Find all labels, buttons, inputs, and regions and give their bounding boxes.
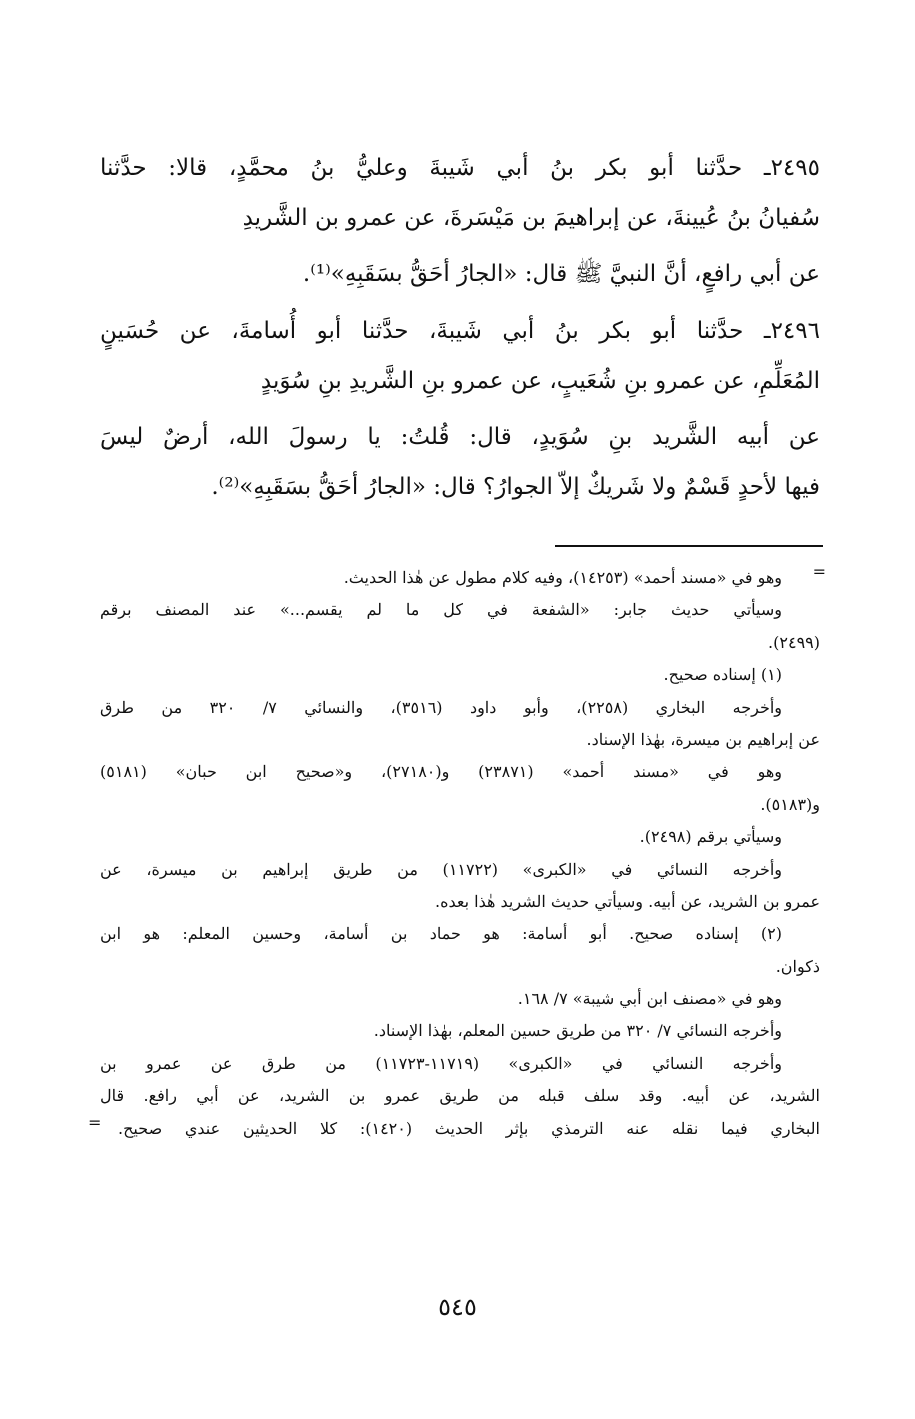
footnote-divider <box>555 545 823 547</box>
isnad-line: ٢٤٩٦ـ حدَّثنا أبو بكر بنُ أبي شَيبةَ، حدَّثنا أبو أُسامةَ، عن حُسَينٍ <box>100 318 820 344</box>
footnote-line: الشريد، عن أبيه. وقد سلف قبله من طريق عمرو بن الشريد، عن أبي رافع. قال <box>100 1086 820 1106</box>
footnote-line: وأخرجه النسائي في «الكبرى» (١١٧٢٢) من طريق إبراهيم بن ميسرة، عن <box>100 859 783 879</box>
matn-line: فيها لأحدٍ قَسْمٌ ولا شَريكٌ إلاّ الجوارُ؟ قال: «الجارُ أحَقُّ بسَقَبِهِ»⁽²⁾. <box>211 474 820 500</box>
isnad-line: سُفيانُ بنُ عُيينةَ، عن إبراهيمَ بن مَيْسَرةَ، عن عمرو بن الشَّريدِ <box>242 205 820 231</box>
matn-line: عن أبي رافعٍ، أنَّ النبيَّ ﷺ قال: «الجارُ أحَقُّ بسَقَبِهِ»⁽¹⁾. <box>302 261 820 287</box>
continuation-mark-end: = <box>88 1113 102 1132</box>
matn-line: عن أبيه الشَّريد بنِ سُوَيدٍ، قال: قُلتُ: يا رسولَ الله، أرضٌ ليسَ <box>100 424 820 450</box>
footnote-line: ذكوان. <box>775 956 820 976</box>
page-number: ٥٤٥ <box>438 1293 477 1321</box>
footnote-line: وأخرجه النسائي ٧/ ٣٢٠ من طريق حسين المعلم، بهٰذا الإسناد. <box>373 1021 782 1041</box>
footnote-line: وأخرجه النسائي في «الكبرى» (١١٧١٩-١١٧٢٣) من طرق عن عمرو بن <box>100 1053 782 1073</box>
footnote-line: وهو في «مسند أحمد» (٢٣٨٧١) و(٢٧١٨٠)، و«صحيح ابن حبان» (٥١٨١) <box>100 762 783 782</box>
isnad-line: ٢٤٩٥ـ حدَّثنا أبو بكر بنُ أبي شَيبةَ وعليُّ بنُ محمَّدٍ، قالا: حدَّثنا <box>100 155 820 181</box>
footnote-line: (٢) إسناده صحيح. أبو أسامة: هو حماد بن أسامة، وحسين المعلم: هو ابن <box>100 924 782 944</box>
continuation-mark-start: = <box>812 562 826 581</box>
footnote-line: وسيأتي برقم (٢٤٩٨). <box>639 827 782 847</box>
footnote-line: وسيأتي حديث جابر: «الشفعة في كل ما لم يقسم...» عند المصنف برقم <box>100 600 783 620</box>
footnote-line: وهو في «مسند أحمد» (١٤٢٥٣)، وفيه كلام مطول عن هٰذا الحديث. <box>343 568 782 587</box>
hadith-text <box>100 143 820 519</box>
footnote-line: عن إبراهيم بن ميسرة، بهٰذا الإسناد. <box>586 729 820 749</box>
isnad-line: المُعَلِّمِ، عن عمرو بنِ شُعَيبٍ، عن عمرو بنِ الشَّريدِ بنِ سُوَيدٍ <box>260 368 820 394</box>
footnote-line: و(٥١٨٣). <box>760 794 820 814</box>
footnote-line: وأخرجه البخاري (٢٢٥٨)، وأبو داود (٣٥١٦)، والنسائي ٧/ ٣٢٠ من طرق <box>100 697 783 717</box>
footnote-line: (١) إسناده صحيح. <box>663 665 782 685</box>
hadith-2496 <box>100 306 820 512</box>
hadith-2495 <box>100 143 820 299</box>
footnotes <box>88 562 826 1145</box>
footnote-line: (٢٤٩٩). <box>768 632 820 652</box>
footnote-line: البخاري فيما نقله عنه الترمذي بإثر الحديث (١٤٢٠): كلا الحديثين عندي صحيح. <box>118 1118 820 1138</box>
footnote-line: عمرو بن الشريد، عن أبيه. وسيأتي حديث الشريد هٰذا بعده. <box>435 891 820 911</box>
footnote-line: وهو في «مصنف ابن أبي شيبة» ٧/ ١٦٨. <box>517 989 782 1009</box>
